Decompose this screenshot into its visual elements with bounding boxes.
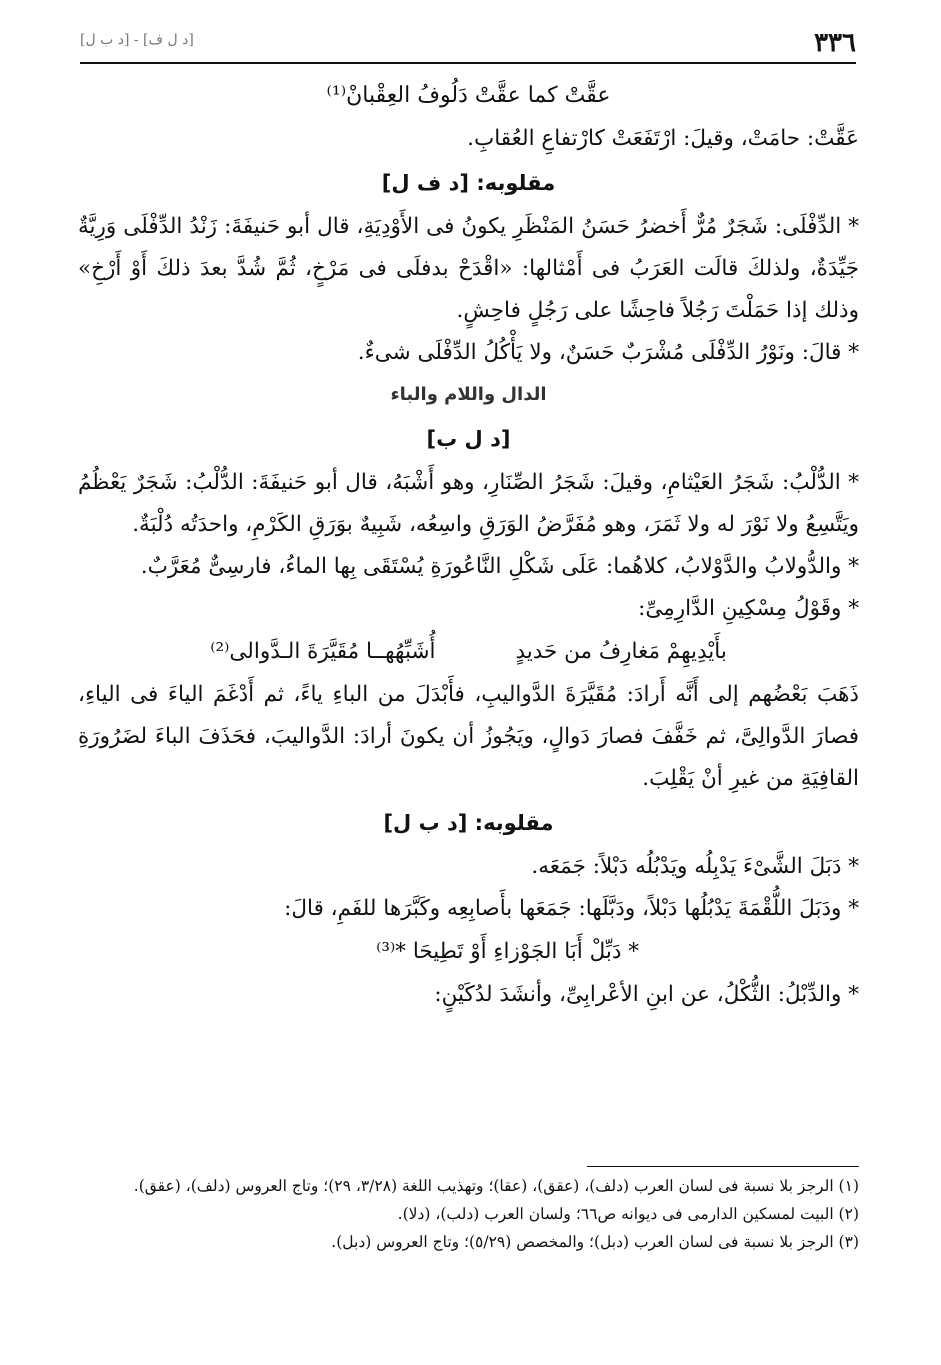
verse-line: * دَبِّلْ أَبَا الجَوْزاءِ أَوْ تَطِيحَا *⁽³⁾ [376,939,639,964]
paragraph: * وقَوْلُ مِسْكِينِ الدَّارِمِىِّ: [638,596,859,621]
verse-hemistich-second: أُشَبِّهُهــا مُقَيَّرَةَ الـدَّوالى⁽²⁾ [210,639,436,664]
header-rule [80,62,856,64]
paragraph: * الدِّفْلَى: شَجَرٌ مُرٌّ أَخضرُ حَسَنُ المَنْظَرِ يكونُ فى الأَوْدِيَةِ، قال أبو حَنيفَةَ: زَنْدُ الدِّفْلَى وَرِيَّةٌ جَيِّدَةٌ، ولذلكَ قالَت العَرَبُ فى أَمْثالها: «اقْدَحْ بدفلَى فى مَرْخٍ، ثُمَّ شُدَّ بعدَ ذلكَ أَوْ أَرْخِ» وذلك إذا حَمَلْتَ رَجُلاً فاحِشًا على رَجُلٍ فاحِشٍ. [78,214,859,323]
running-head: [د ل ف] - [د ب ل] [80,32,194,48]
footnotes [78,1172,859,1256]
verse-line: عقَّتْ كما عقَّتْ دَلُوفُ العِقْبانْ⁽¹⁾ [326,83,611,108]
paragraph: عَقَّتْ: حامَتْ، وقيلَ: ارْتَفَعَتْ كارْتفاعِ العُقابِ. [467,126,859,151]
chapter-heading: الدال واللام والباء [390,384,547,405]
footnote-rule [587,1166,859,1167]
paragraph: ذَهَبَ بَعْضُهم إلى أَنَّه أَرادَ: مُقَيَّرَةَ الدَّواليبِ، فأَبْدَلَ من الباءِ ياءً، ثم أَدْغَمَ الياءَ فى الياءِ، فصارَ الدَّوالِىَّ، ثم خَفَّفَ فصارَ دَوالٍ، ويَجُوزُ أن يكونَ أرادَ: الدَّواليبَ، فحَذَفَ الباءَ لضَرُورَةِ القافِيَةِ من غيرِ أنْ يَقْلِبَ. [78,682,859,791]
main-text [78,74,859,1016]
paragraph: * ودَبَلَ اللُّقْمَةَ يَدْبُلُها دَبْلاً، ودَبَّلَها: جَمَعَها بأَصابِعِه وكَبَّرَها للفَمِ، قالَ: [284,896,859,921]
section-heading: مقلوبه: [د ب ل] [383,811,554,835]
paragraph: * والدِّبْلُ: الثُّكْلُ، عن ابنِ الأعْرابِىِّ، وأنشَدَ لدُكَيْنٍ: [434,982,859,1007]
paragraph: * الدُّلْبُ: شَجَرُ العَيْثامِ، وقيلَ: شَجَرُ الصِّنَارِ، وهو أَشْبَهُ، قال أبو حَنيفَةَ: الدُّلْبُ: شَجَرٌ يَعْظُمُ ويَتَّسِعُ ولا نَوْرَ له ولا ثَمَرَ، وهو مُفَرَّضُ الوَرَقِ واسِعُه، شَبِيهٌ بوَرَقِ الكَرْمِ، واحدَتُه دُلْبَةٌ. [78,470,859,537]
footnote-1: (١) الرجز بلا نسبة فى لسان العرب (دلف)، (عقق)، (عقا)؛ وتهذيب اللغة (٣/٢٨، ٢٩)؛ وتاج العروس (دلف)، (عقق). [133,1177,859,1195]
footnote-3: (٣) الرجز بلا نسبة فى لسان العرب (دبل)؛ والمخصص (٥/٢٩)؛ وتاج العروس (دبل). [331,1233,859,1251]
page-number: ٣٣٦ [814,28,856,58]
page-header [80,22,856,62]
entry-heading: [د ل ب] [426,427,511,451]
paragraph: * قالَ: ونَوْرُ الدِّفْلَى مُشْرَبٌ حَسَنٌ، ولا يَأْكُلُ الدِّفْلَى شىءٌ. [357,340,859,365]
section-heading: مقلوبه: [د ف ل] [381,171,556,195]
paragraph: * والدُّولابُ والدَّوْلابُ، كلاهُما: عَلَى شَكْلِ النَّاعُورَةِ يُسْتَقَى بِها الماءُ، فارسِىٌّ مُعَرَّبٌ. [140,554,859,579]
paragraph: * دَبَلَ الشَّىْءَ يَدْبِلُه ويَدْبُلُه دَبْلاً: جَمَعَه. [531,854,859,879]
footnote-2: (٢) البيت لمسكين الدارمى فى ديوانه ص٦٦؛ ولسان العرب (دلب)، (دلا). [397,1205,859,1223]
verse-hemistich-first: بأَيْدِيهِمْ مَغارِفُ من حَديدٍ [515,639,727,664]
verse-couplet [78,630,859,674]
